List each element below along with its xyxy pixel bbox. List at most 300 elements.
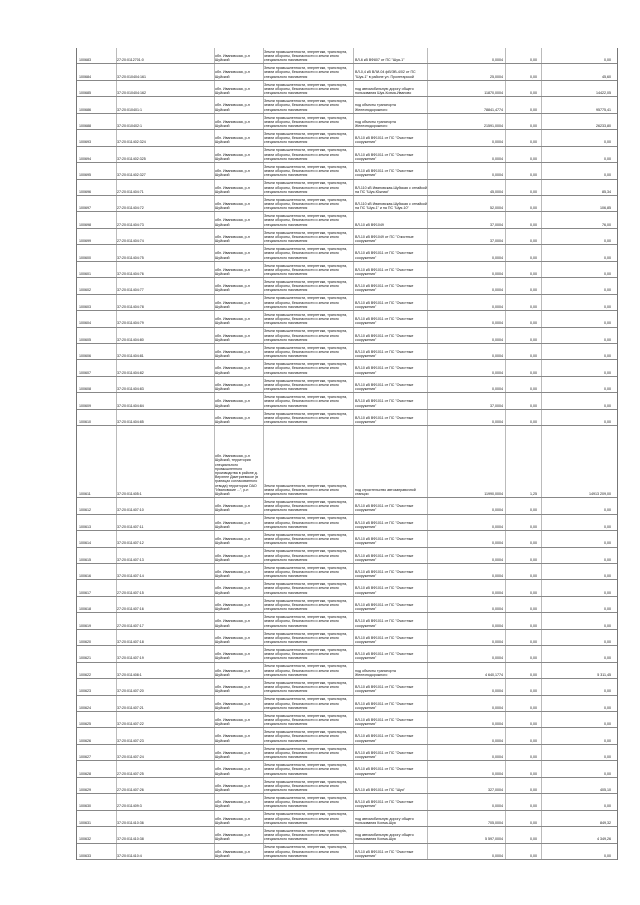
permitted-use: ВЛ-10 кВ ВФ1011 от ПС "Очистные сооружения" — [355, 284, 414, 293]
permitted-use: ВЛ-0,4 кВ ВЛИ-04 фВ/ЭВ-4/02 от ПС "Шуя-1" в районе ул. Пролетарской — [355, 70, 416, 79]
address: обл. Ивановская, р-н Шуйский — [215, 169, 250, 178]
row-id: 100616 — [79, 574, 91, 579]
tax-rate: 0,00 — [530, 557, 537, 562]
row-id: 100624 — [79, 705, 91, 710]
tax-rate: 0,00 — [530, 574, 537, 579]
tax-rate: 0,00 — [530, 738, 537, 743]
row-id: 100617 — [79, 590, 91, 595]
tax-rate: 0,00 — [530, 524, 537, 529]
row-id: 100602 — [79, 288, 91, 293]
cadastral-number: 37:20:011410:36 — [117, 820, 144, 825]
cadastral-number: 37:20:011407:19 — [117, 656, 144, 661]
tax-amount: 0,00 — [604, 337, 611, 342]
area-value: 0,0004 — [492, 640, 503, 644]
area-value: 5 597,0004 — [485, 837, 503, 842]
tax-amount: 0,00 — [604, 705, 611, 710]
area-value: 0,0004 — [492, 656, 503, 661]
cadastral-number: 37:20:010401:1 — [117, 107, 142, 112]
table-row — [77, 646, 617, 662]
table-row — [77, 295, 617, 311]
cadastral-number: 37:20:011404:77 — [117, 288, 144, 293]
tax-amount: 0,00 — [604, 689, 611, 694]
land-category: Земли промышленности, энергетики, транспорта, земли обороны, безопасности и земли иного специального назначения — [264, 680, 348, 694]
land-category: Земли промышленности, энергетики, транспорта, земли обороны, безопасности и земли иного специального назначения — [264, 565, 348, 579]
tax-rate: 0,00 — [530, 820, 537, 825]
address: обл. Ивановская, р-н Шуйский — [215, 234, 250, 244]
tax-amount: 0,00 — [604, 771, 611, 776]
area-value: 21591,0004 — [484, 124, 503, 128]
tax-rate: 0,00 — [530, 541, 537, 546]
tax-rate: 0,00 — [530, 722, 537, 727]
tax-rate: 0,00 — [530, 255, 537, 260]
row-id: 100698 — [79, 222, 91, 227]
tax-rate: 0,00 — [530, 689, 537, 694]
row-id: 100699 — [79, 239, 91, 244]
tax-rate: 0,00 — [530, 189, 537, 194]
cadastral-number: 37:20:011404:83 — [117, 387, 144, 392]
land-category: Земли промышленности, энергетики, транспорта, земли обороны, безопасности и земли иного специального назначения — [264, 697, 348, 710]
row-id: 100613 — [79, 524, 91, 529]
permitted-use: ВЛ-10 кВ ВФ1011 от ПС "Очистные сооружения" — [355, 602, 414, 612]
permitted-use: под строительство автозаправочной станции — [355, 487, 416, 497]
address: обл. Ивановская, р-н Шуйский — [215, 602, 250, 612]
cadastral-number: 37:20:011407:13 — [117, 557, 144, 562]
cadastral-number: 27:20:011404:71 — [117, 189, 144, 194]
address: обл. Ивановская, р-н Шуйский — [215, 86, 250, 96]
cadastral-number: 37:20:011407:10 — [117, 508, 144, 513]
address: обл. Ивановская, р-н Шуйский — [215, 750, 250, 760]
table-row — [77, 712, 617, 728]
tax-amount: 0,00 — [604, 58, 611, 63]
tax-rate: 0,00 — [530, 607, 537, 612]
address: обл. Ивановская, р-н Шуйский — [215, 70, 250, 79]
tax-amount: 0,00 — [604, 403, 611, 408]
permitted-use: ВЛ-10 кВ ВФ1011 от ПС "Очистные сооружения" — [355, 685, 414, 694]
row-id: 100630 — [79, 804, 91, 809]
table-row — [77, 180, 617, 196]
area-value: 11990,0004 — [484, 492, 503, 497]
row-id: 100615 — [79, 557, 91, 562]
land-category: Земли промышленности, энергетики, транспорта, земли обороны, безопасности и земли иного специального назначения — [264, 532, 348, 546]
address: обл. Ивановская, р-н Шуйский — [215, 701, 250, 710]
tax-table — [76, 48, 618, 860]
tax-amount: 0,00 — [604, 387, 611, 392]
land-category: Земли промышленности, энергетики, транспорта, земли обороны, безопасности и земли иного специального назначения — [264, 746, 348, 760]
tax-amount: 106,85 — [600, 206, 611, 211]
permitted-use: под объекты транспорта Железнодорожного — [355, 119, 396, 128]
cadastral-number: 37:20:011410:4 — [117, 853, 142, 858]
table-row — [77, 827, 617, 843]
tax-amount: 0,00 — [604, 370, 611, 375]
cadastral-number: 37:20:011404:81 — [117, 354, 144, 359]
cadastral-number: 37:20:011404:84 — [117, 403, 144, 408]
row-id: 100618 — [79, 607, 91, 612]
table-row — [77, 597, 617, 613]
tax-amount: 26233,80 — [596, 124, 611, 128]
table-row — [77, 114, 617, 130]
tax-amount: 0,00 — [604, 304, 611, 309]
permitted-use: ВЛ-10 кВ ВФ1011 от ПС "Очистные сооружения" — [355, 504, 414, 513]
permitted-use: под объекты транспорта Железнодорожного — [355, 103, 396, 112]
area-value: 0,0004 — [492, 173, 503, 178]
tax-rate: 0,00 — [530, 403, 537, 408]
permitted-use: под объекты транспорта Железнодорожного — [355, 668, 396, 677]
area-value: 0,0004 — [492, 541, 503, 546]
row-id: 100627 — [79, 755, 91, 760]
cadastral-number: 27:20:011404:74 — [117, 239, 144, 244]
table-row — [77, 630, 617, 646]
area-value: 0,0004 — [492, 420, 503, 424]
land-category: Земли промышленности, энергетики, транспорта, земли обороны, безопасности и земли иного специального назначения — [264, 615, 348, 628]
tax-amount: 14422,05 — [596, 91, 611, 96]
address: обл. Ивановская, р-н Шуйский — [215, 520, 250, 529]
table-row — [77, 81, 617, 97]
permitted-use: ВЛ-10 кВ ВФ1011 от ПС "Очистные сооружения" — [355, 366, 414, 375]
address: обл. Ивановская, р-н Шуйский — [215, 833, 250, 842]
cadastral-number: 37:20:011404:76 — [117, 272, 144, 276]
area-value: 0,0004 — [492, 354, 503, 359]
cadastral-number: 37:20:011405:1 — [117, 492, 142, 497]
table-row — [77, 64, 617, 80]
table-row — [77, 377, 617, 393]
area-value: 0,0004 — [492, 288, 503, 293]
table-row — [77, 229, 617, 245]
land-category: Земли промышленности, энергетики, транспорта, земли обороны, безопасности и земли иного специального назначения — [264, 779, 348, 792]
tax-rate: 0,00 — [530, 853, 537, 858]
land-category: Земли промышленности, энергетики, транспорта, земли обороны, безопасности и земли иного специального назначения — [264, 247, 348, 260]
permitted-use: ВЛ-10 кВ ВФ1011 от ПС "Очистные сооружения" — [355, 251, 414, 260]
tax-rate: 0,00 — [530, 107, 537, 112]
cadastral-number: 37:20:011404:80 — [117, 337, 144, 342]
cadastral-number: 37:20:011402:325 — [117, 156, 146, 161]
address: обл. Ивановская, р-н Шуйский — [215, 570, 250, 579]
tax-rate: 0,00 — [530, 304, 537, 309]
tax-amount: 0,00 — [604, 173, 611, 178]
permitted-use: ВЛ-110 кВ Ивановская-Шуйская с отпайкой на ПС "Шуя-1" и на ПС "Шуя-10" — [355, 202, 427, 211]
tax-amount: 0,00 — [604, 640, 611, 644]
area-value: 0,0004 — [492, 304, 503, 309]
permitted-use: ВЛ-10 кВ ВФ1011 от ПС "Очистные сооружения" — [355, 750, 414, 760]
permitted-use: ВЛ-10 кВ ВФ1049 от ПС "Очистные сооружения" — [355, 234, 414, 244]
table-row — [77, 360, 617, 376]
table-row — [77, 844, 617, 860]
land-category: Земли промышленности, энергетики, транспорта, земли обороны, безопасности и земли иного специального назначения — [264, 115, 348, 128]
address: обл. Ивановская, р-н Шуйский — [215, 103, 250, 112]
cadastral-number: 27:20:0112701:0 — [117, 58, 144, 63]
permitted-use: ВЛ-10 кВ ВФ1011 от ПС "Очистные сооружения" — [355, 767, 414, 776]
address: обл. Ивановская, р-н Шуйский — [215, 734, 250, 743]
table-row — [77, 196, 617, 212]
land-category: Земли промышленности, энергетики, транспорта, земли обороны, безопасности и земли иного специального назначения — [264, 312, 348, 326]
tax-amount: 0,00 — [604, 738, 611, 743]
area-value: 0,0004 — [492, 557, 503, 562]
table-row — [77, 147, 617, 163]
tax-rate: 0,00 — [530, 272, 537, 276]
address: обл. Ивановская, р-н Шуйский — [215, 284, 250, 293]
cadastral-number: 37:20:011402:327 — [117, 173, 146, 178]
table-row — [77, 778, 617, 794]
land-category: Земли промышленности, энергетики, транспорта, земли обороны, безопасности и земли иного специального назначения — [264, 329, 348, 342]
tax-amount: 0,00 — [604, 656, 611, 661]
row-id: 100604 — [79, 321, 91, 326]
area-value: 0,0004 — [492, 387, 503, 392]
row-id: 100606 — [79, 354, 91, 359]
tax-rate: 0,00 — [530, 74, 537, 79]
address: обл. Ивановская, р-н Шуйский — [215, 619, 250, 628]
table-row — [77, 531, 617, 547]
cadastral-number: 37:20:010402:1 — [117, 124, 142, 128]
permitted-use: ВЛ-10 кВ ВФ1011 от ПС "Очистные сооружения" — [355, 718, 414, 727]
cadastral-number: 37:20:011404:82 — [117, 370, 144, 375]
row-id: 100697 — [79, 206, 91, 211]
cadastral-number: 27:20:011404:72 — [117, 206, 144, 211]
row-id: 100612 — [79, 508, 91, 513]
row-id: 100684 — [79, 74, 91, 79]
land-category: Земли промышленности, энергетики, транспорта, земли обороны, безопасности и земли иного специального назначения — [264, 49, 348, 63]
row-id: 100619 — [79, 623, 91, 628]
table-row — [77, 498, 617, 514]
area-value: 37,0004 — [490, 403, 503, 408]
area-value: 45,0004 — [490, 189, 503, 194]
table-row — [77, 663, 617, 679]
tax-amount: 4 349,26 — [597, 837, 611, 842]
land-category: Земли промышленности, энергетики, транспорта, земли обороны, безопасности и земли иного специального назначения — [264, 164, 348, 178]
table-row — [77, 564, 617, 580]
area-value: 0,0004 — [492, 524, 503, 529]
tax-rate: 0,00 — [530, 354, 537, 359]
tax-amount: 0,00 — [604, 755, 611, 760]
row-id: 100608 — [79, 387, 91, 392]
cadastral-number: 37:20:011410:38 — [117, 837, 144, 842]
row-id: 100625 — [79, 722, 91, 727]
table-row — [77, 48, 617, 64]
tax-rate: 0,00 — [530, 124, 537, 128]
permitted-use: ВЛ-110 кВ Ивановская-Шуйская с отпайкой на ПС "Шуя-Южная" — [355, 185, 427, 194]
permitted-use: ВЛ-10 кВ ВФ1011 от ПС "Шуя" — [355, 788, 405, 792]
tax-amount: 0,00 — [604, 239, 611, 244]
tax-rate: 0,00 — [530, 140, 537, 145]
tax-rate: 0,00 — [530, 837, 537, 842]
tax-rate: 0,00 — [530, 288, 537, 293]
cadastral-number: 37:20:011408:1 — [117, 672, 142, 677]
area-value: 52,0004 — [490, 206, 503, 211]
land-category: Земли промышленности, энергетики, транспорта, земли обороны, безопасности и земли иного специального назначения — [264, 631, 348, 644]
tax-amount: 0,00 — [604, 804, 611, 809]
address: обл. Ивановская, р-н Шуйский — [215, 152, 250, 161]
address: обл. Ивановская, р-н Шуйский — [215, 136, 250, 145]
area-value: 0,0004 — [492, 607, 503, 612]
tax-amount: 95775,41 — [596, 107, 611, 112]
area-value: 0,0004 — [492, 623, 503, 628]
table-row — [77, 426, 617, 498]
table-row — [77, 679, 617, 695]
tax-amount: 0,00 — [604, 156, 611, 161]
area-value: 0,0004 — [492, 590, 503, 595]
tax-rate: 0,00 — [530, 206, 537, 211]
table-row — [77, 410, 617, 426]
tax-rate: 0,00 — [530, 387, 537, 392]
permitted-use: ВЛ-10 кВ ВФ1011 от ПС "Очистные сооружения" — [355, 701, 414, 710]
permitted-use: ВЛ-10 кВ ВФ1011 от ПС "Очистные сооружения" — [355, 619, 414, 628]
address: обл. Ивановская, р-н Шуйский — [215, 350, 250, 359]
table-row — [77, 548, 617, 564]
permitted-use: ВЛ-10 кВ ВФ1011 от ПС "Очистные сооружения" — [355, 399, 414, 408]
area-value: 705,0004 — [488, 820, 503, 825]
table-row — [77, 393, 617, 409]
tax-amount: 0,00 — [604, 557, 611, 562]
tax-amount: 0,00 — [604, 590, 611, 595]
row-id: 100683 — [79, 58, 91, 63]
tax-amount: 76,00 — [602, 222, 611, 227]
permitted-use: ВЛ-10 кВ ВФ1011 от ПС "Очистные сооружения" — [355, 520, 414, 529]
row-id: 100626 — [79, 738, 91, 743]
permitted-use: ВЛ-10 кВ ВФ1011 от ПС "Очистные сооружения" — [355, 152, 414, 161]
table-row — [77, 278, 617, 294]
tax-amount: 0,00 — [604, 288, 611, 293]
tax-amount: 0,00 — [604, 272, 611, 276]
cadastral-number: 37:20:011407:12 — [117, 541, 144, 546]
permitted-use: ВЛ-10 кВ ВФ1011 от ПС "Очистные сооружения" — [355, 136, 414, 145]
row-id: 100686 — [79, 107, 91, 112]
address: обл. Ивановская, р-н Шуйский — [215, 849, 250, 858]
row-id: 100603 — [79, 304, 91, 309]
address: обл. Ивановская, р-н Шуйский — [215, 267, 250, 276]
tax-amount: 0,00 — [604, 722, 611, 727]
land-category: Земли промышленности, энергетики, транспорта, земли обороны, безопасности и земли иного специального назначения — [264, 280, 348, 293]
area-value: 37,0004 — [490, 222, 503, 227]
address: обл. Ивановская, р-н Шуйский — [215, 366, 250, 375]
address: обл. Ивановская, р-н Шуйский — [215, 685, 250, 694]
tax-amount: 0,00 — [604, 524, 611, 529]
area-value: 0,0004 — [492, 853, 503, 858]
row-id: 100614 — [79, 541, 91, 546]
tax-rate: 0,00 — [530, 321, 537, 326]
tax-amount: 0,00 — [604, 354, 611, 359]
land-category: Земли промышленности, энергетики, транспорта, земли обороны, безопасности и земли иного специального назначения — [264, 395, 348, 408]
permitted-use: ВЛ-10 кВ ВФ1011 от ПС "Очистные сооружения" — [355, 570, 414, 579]
tax-amount: 0,00 — [604, 255, 611, 260]
tax-rate: 0,00 — [530, 804, 537, 809]
permitted-use: ВЛ-10 кВ ВФ1011 от ПС "Очистные сооружения" — [355, 553, 414, 562]
address: обл. Ивановская, р-н Шуйский — [215, 783, 250, 792]
permitted-use: ВЛ-10 кВ ВФ1011 от ПС "Очистные сооружения" — [355, 382, 414, 392]
area-value: 4 640,1774 — [485, 672, 503, 677]
row-id: 100609 — [79, 403, 91, 408]
land-category: Земли промышленности, энергетики, транспорта, земли обороны, безопасности и земли иного специального назначения — [264, 411, 348, 424]
row-id: 100696 — [79, 189, 91, 194]
area-value: 0,0004 — [492, 771, 503, 776]
land-category: Земли промышленности, энергетики, транспорта, земли обороны, безопасности и земли иного специального назначения — [264, 500, 348, 513]
table-row — [77, 344, 617, 360]
land-category: Земли промышленности, энергетики, транспорта, земли обороны, безопасности и земли иного специального назначения — [264, 483, 348, 497]
area-value: 0,0004 — [492, 321, 503, 326]
land-category: Земли промышленности, энергетики, транспорта, земли обороны, безопасности и земли иного специального назначения — [264, 582, 348, 595]
cadastral-number: 27:20:011407:15 — [117, 590, 144, 595]
table-row — [77, 745, 617, 761]
tax-rate: 0,00 — [530, 705, 537, 710]
land-category: Земли промышленности, энергетики, транспорта, земли обороны, безопасности и земли иного специального назначения — [264, 549, 348, 562]
row-id: 100695 — [79, 173, 91, 178]
cadastral-number: 27:20:011407:25 — [117, 771, 144, 776]
address: обл. Ивановская, р-н Шуйский — [215, 317, 250, 326]
land-category: Земли промышленности, энергетики, транспорта, земли обороны, безопасности и земли иного специального назначения — [264, 132, 348, 145]
cadastral-number: 37:20:010404:162 — [117, 91, 146, 96]
row-id: 100688 — [79, 124, 91, 128]
land-category: Земли промышленности, энергетики, транспорта, земли обороны, безопасности и земли иного специального назначения — [264, 713, 348, 727]
tax-amount: 849,32 — [600, 820, 611, 825]
tax-rate: 0,00 — [530, 755, 537, 760]
table-row — [77, 212, 617, 228]
tax-rate: 0,00 — [530, 91, 537, 96]
area-value: 0,0004 — [492, 58, 503, 63]
tax-amount: 0,00 — [604, 140, 611, 145]
table-row — [77, 613, 617, 629]
permitted-use: под автомобильную дорогу общего пользования Кохма-Шуя — [355, 816, 414, 825]
cadastral-number: 27:20:011404:73 — [117, 222, 144, 227]
row-id: 100611 — [79, 492, 91, 497]
row-id: 100694 — [79, 156, 91, 161]
land-category: Земли промышленности, энергетики, транспорта, земли обороны, безопасности и земли иного специального назначения — [264, 230, 348, 244]
row-id: 100629 — [79, 788, 91, 792]
address: обл. Ивановская, р-н Шуйский — [215, 767, 250, 776]
tax-rate: 0,00 — [530, 788, 537, 792]
tax-rate: 0,00 — [530, 672, 537, 677]
address: обл. Ивановская, р-н Шуйский — [215, 251, 250, 260]
land-category: Земли промышленности, энергетики, транспорта, земли обороны, безопасности и земли иного специального назначения — [264, 82, 348, 96]
area-value: 0,0004 — [492, 140, 503, 145]
permitted-use: под автомобильную дорогу общего пользования Шуя-Кохма-Иваново — [355, 86, 414, 96]
tax-amount: 0,00 — [604, 607, 611, 612]
permitted-use: ВЛ-10 кВ ВФ1011 от ПС "Очистные сооружения" — [355, 350, 414, 359]
row-id: 100622 — [79, 672, 91, 677]
permitted-use: ВЛ-10 кВ ВФ1011 от ПС "Очистные сооружения" — [355, 849, 414, 858]
permitted-use: ВЛ-10 кВ ВФ1011 от ПС "Очистные сооружения" — [355, 652, 414, 661]
land-category: Земли промышленности, энергетики, транспорта, земли обороны, безопасности и земли иного специального назначения — [264, 296, 348, 309]
address: обл. Ивановская, р-н Шуйский — [215, 553, 250, 562]
tax-amount: 85,34 — [602, 189, 611, 194]
land-category: Земли промышленности, энергетики, транспорта, земли обороны, безопасности и земли иного специального назначения — [264, 197, 348, 211]
cadastral-number: 27:20:011407:26 — [117, 788, 144, 792]
table-row — [77, 311, 617, 327]
permitted-use: под автомобильную дорогу общего пользования Кохма-Шуя — [355, 833, 414, 842]
tax-amount: 0,00 — [604, 420, 611, 424]
permitted-use: ВЛ-10 кВ ВФ1011 от ПС "Очистные сооружения" — [355, 300, 414, 309]
tax-rate: 0,00 — [530, 239, 537, 244]
land-category: Земли промышленности, энергетики, транспорта, земли обороны, безопасности и земли иного специального назначения — [264, 598, 348, 612]
land-category: Земли промышленности, энергетики, транспорта, земли обороны, безопасности и земли иного специального назначения — [264, 345, 348, 359]
permitted-use: ВЛ-10 кВ ВФ1011 от ПС "Очистные сооружения" — [355, 635, 414, 644]
table-row — [77, 515, 617, 531]
land-category: Земли промышленности, энергетики, транспорта, земли обороны, безопасности и земли иного специального назначения — [264, 648, 348, 661]
permitted-use: ВЛ-10 кВ ВФ1011 от ПС "Очистные сооружения" — [355, 537, 414, 546]
address: обл. Ивановская, р-н Шуйский — [215, 300, 250, 309]
tax-amount: 0,00 — [604, 574, 611, 579]
address: обл. Ивановская, р-н Шуйский — [215, 382, 250, 392]
cadastral-number: 37:20:011407:24 — [117, 755, 144, 760]
land-category: Земли промышленности, энергетики, транспорта, земли обороны, безопасности и земли иного специального назначения — [264, 362, 348, 375]
address: обл. Ивановская, р-н Шуйский — [215, 586, 250, 595]
land-category: Земли промышленности, энергетики, транспорта, земли обороны, безопасности и земли иного специального назначения — [264, 664, 348, 677]
area-value: 0,0004 — [492, 722, 503, 727]
cadastral-number: 37:20:011407:14 — [117, 574, 144, 579]
area-value: 0,0004 — [492, 156, 503, 161]
address: обл. Ивановская, р-н Шуйский — [215, 800, 250, 809]
area-value: 0,0004 — [492, 705, 503, 710]
area-value: 0,0004 — [492, 272, 503, 276]
tax-amount: 0,00 — [604, 508, 611, 513]
permitted-use: ВЛ-10 кВ ВФ1011 от ПС "Очистные сооружения" — [355, 317, 414, 326]
area-value: 78841,4774 — [484, 107, 503, 112]
